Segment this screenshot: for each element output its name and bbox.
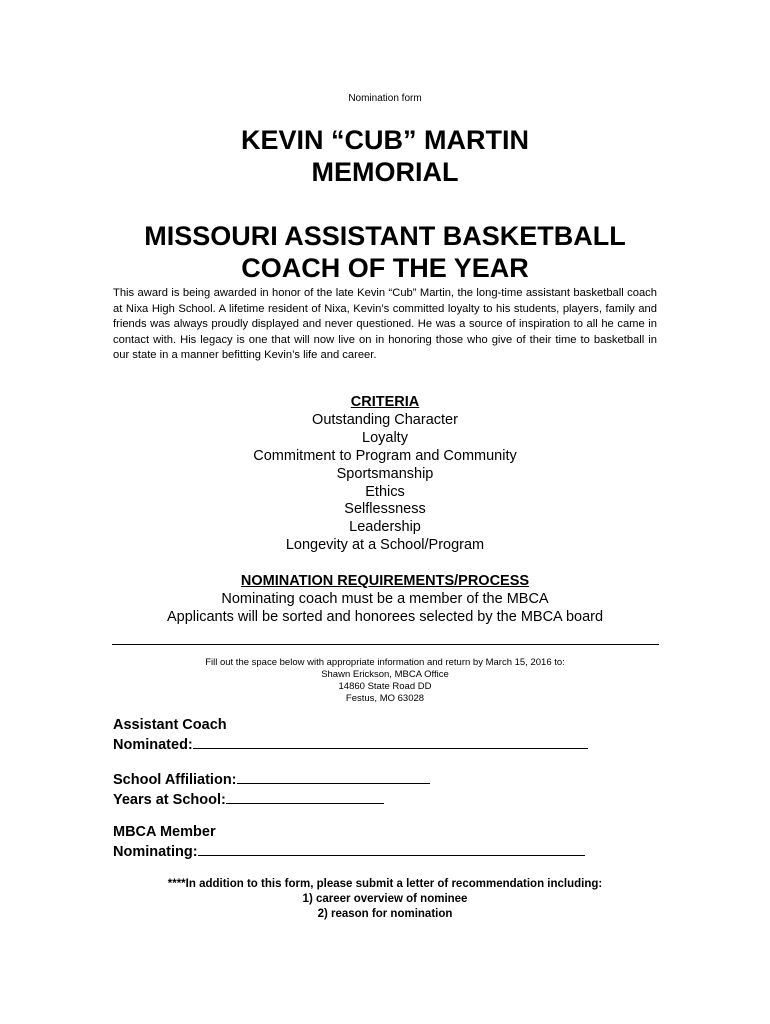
mbca-member-field <box>113 823 585 861</box>
address-city: Festus, MO 63028 <box>345 693 425 704</box>
criteria-section <box>0 394 770 555</box>
footer-line: 2) reason for nomination <box>317 908 453 920</box>
intro-paragraph: This award is being awarded in honor of the late Kevin “Cub” Martin, the long-time assistant basketball coach at Nixa High School. A lifetime resident of Nixa, Kevin’s committed loyalty to his students, players, family and friends was always proudly displayed and never questioned. He was a source of inspiration to all he came in contact with. His legacy is one that will now live on in honoring those who give of their time to basketball in our state in a manner befitting Kevin’s life and career. <box>113 287 657 361</box>
assistant-coach-label: Assistant Coach <box>113 717 227 733</box>
requirements-item: Nominating coach must be a member of the MBCA <box>221 591 549 607</box>
criteria-item: Sportsmanship <box>336 465 434 482</box>
address-name: Shawn Erickson, MBCA Office <box>321 669 449 680</box>
footer-line: ****In addition to this form, please submit a letter of recommendation including: <box>167 878 603 890</box>
nominated-input-line[interactable] <box>193 735 588 749</box>
footer-note <box>0 877 770 922</box>
divider-line <box>112 644 659 645</box>
award-title-line1: MISSOURI ASSISTANT BASKETBALL <box>144 221 626 251</box>
award-title <box>0 220 770 284</box>
years-at-school-input-line[interactable] <box>226 790 384 804</box>
return-instructions <box>0 657 770 705</box>
form-label: Nomination form <box>348 93 422 104</box>
award-title-line2: COACH OF THE YEAR <box>241 253 529 283</box>
requirements-item: Applicants will be sorted and honorees selected by the MBCA board <box>166 609 604 625</box>
nominating-input-line[interactable] <box>198 842 585 856</box>
criteria-item: Loyalty <box>362 429 408 446</box>
criteria-heading: CRITERIA <box>350 394 420 410</box>
mbca-member-label: MBCA Member <box>113 824 216 840</box>
school-affiliation-input-line[interactable] <box>237 770 430 784</box>
requirements-heading: NOMINATION REQUIREMENTS/PROCESS <box>240 573 530 589</box>
school-fields <box>113 770 430 809</box>
requirements-section <box>0 572 770 626</box>
memorial-title-line1: KEVIN “CUB” MARTIN <box>241 125 529 155</box>
criteria-item: Longevity at a School/Program <box>285 537 485 554</box>
nominating-label: Nominating: <box>113 843 198 860</box>
criteria-item: Leadership <box>349 519 421 536</box>
criteria-item: Commitment to Program and Community <box>253 447 517 464</box>
footer-line: 1) career overview of nominee <box>302 893 468 905</box>
nominated-label: Nominated: <box>113 736 193 753</box>
instructions-line: Fill out the space below with appropriate information and return by March 15, 2016 to: <box>205 657 565 668</box>
memorial-title-line2: MEMORIAL <box>311 157 459 187</box>
address-street: 14860 State Road DD <box>338 681 432 692</box>
assistant-coach-field <box>113 716 588 754</box>
years-at-school-label: Years at School: <box>113 791 226 808</box>
criteria-item: Outstanding Character <box>312 411 458 428</box>
criteria-item: Selflessness <box>344 501 426 518</box>
memorial-title <box>0 124 770 188</box>
criteria-item: Ethics <box>365 483 405 500</box>
school-affiliation-label: School Affiliation: <box>113 772 237 788</box>
